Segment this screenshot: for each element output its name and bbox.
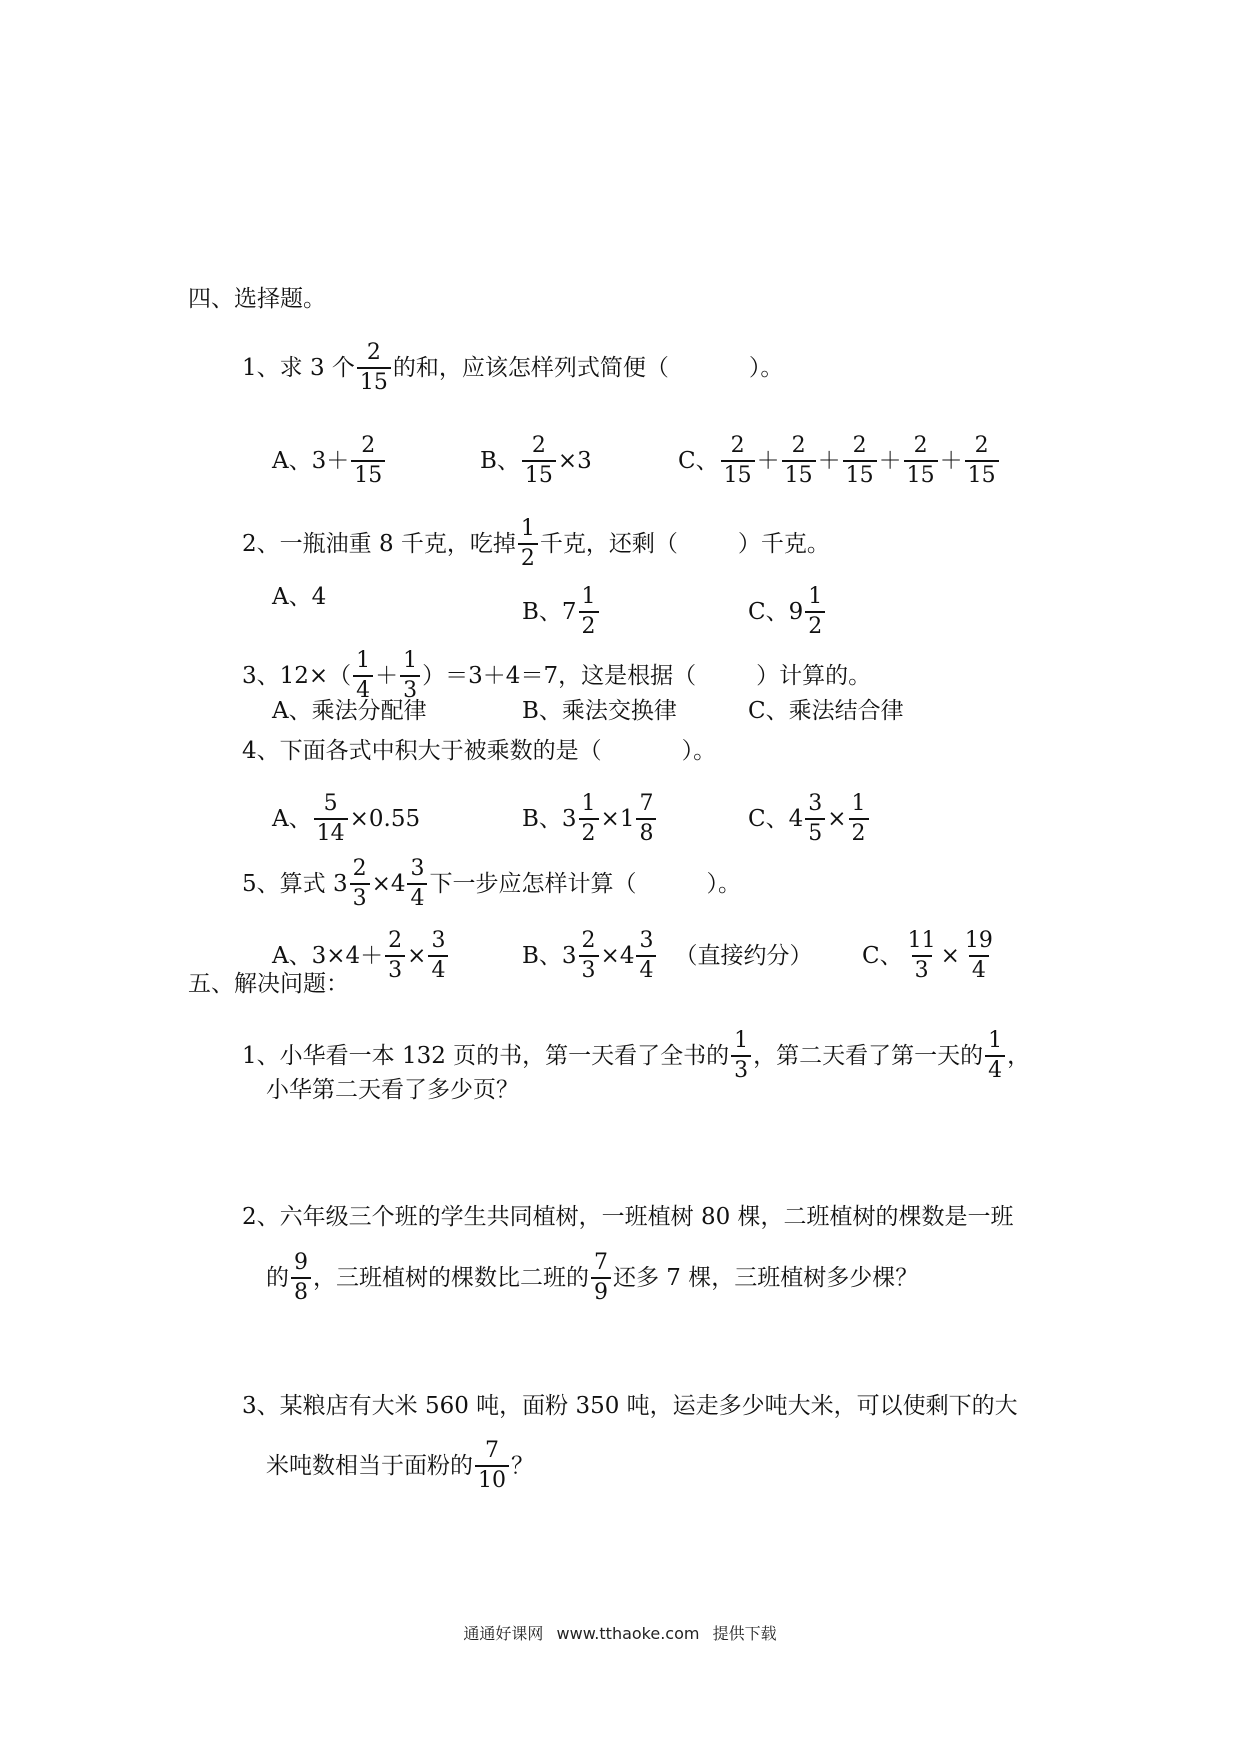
question-4-1 <box>242 342 783 394</box>
fraction: $\frac{2}{15}$ <box>721 435 755 487</box>
fraction: $\frac{1}{4}$ <box>353 650 373 702</box>
q3-option-b: B、乘法交换律 <box>522 698 677 724</box>
problem-5-3-line-1: 3、某粮店有大米 560 吨，面粉 350 吨，运走多少吨大米，可以使剩下的大 <box>242 1393 1018 1419</box>
fraction: $\frac{7}{9}$ <box>591 1252 611 1304</box>
fraction: $\frac{1}{2}$ <box>579 586 599 638</box>
fraction: $\frac{3}{4}$ <box>407 858 427 910</box>
fraction: $\frac{1}{2}$ <box>579 793 599 845</box>
fraction: $\frac{1}{4}$ <box>985 1030 1005 1082</box>
fraction: $\frac{19}{4}$ <box>964 928 993 983</box>
q1-suffix: 的和，应该怎样列式简便（ <box>392 354 669 381</box>
section-5-title: 五、解决问题： <box>188 971 349 997</box>
q2-option-c: C、9 $\frac{1}{2}$ <box>748 586 827 638</box>
q1-option-a: A、 3＋ $\frac{2}{15}$ <box>272 435 387 487</box>
question-4-2: 2、一瓶油重 8 千克，吃掉 $\frac{1}{2}$ 千克，还剩（ ）千克。 <box>242 516 830 571</box>
fraction: $\frac{1}{2}$ <box>849 793 869 845</box>
question-4-5: 5、算式 3 $\frac{2}{3}$ ×4 $\frac{3}{4}$ 下一步应怎样计算（ ）。 <box>242 856 741 911</box>
fraction: $\frac{7}{8}$ <box>636 793 656 845</box>
fraction: $\frac{1}{2}$ <box>518 518 538 570</box>
problem-5-2-line-1: 2、六年级三个班的学生共同植树，一班植树 80 棵，二班植树的棵数是一班 <box>242 1204 1014 1230</box>
fraction: $\frac{1}{3}$ <box>400 650 420 702</box>
fraction: $\frac{1}{3}$ <box>731 1030 751 1082</box>
problem-5-2-line-2: 的 $\frac{9}{8}$ ，三班植树的棵数比二班的 $\frac{7}{9}$ 还多 7 棵，三班植树多少棵？ <box>266 1250 919 1305</box>
fraction: $\frac{1}{2}$ <box>805 586 825 638</box>
fraction: $\frac{9}{8}$ <box>291 1252 311 1304</box>
footer-url[interactable]: www.tthaoke.com <box>556 1624 700 1643</box>
section-4-title: 四、选择题。 <box>188 286 326 312</box>
q4-option-b: B、3 $\frac{1}{2}$ ×1 $\frac{7}{8}$ <box>522 793 658 845</box>
fraction: $\frac{5}{14}$ <box>314 793 348 845</box>
q1-option-c: C、 $\frac{2}{15}$ ＋ $\frac{2}{15}$ ＋ $\frac{2}{15}$ ＋ $\frac{2}{15}$ ＋ $\frac{2}{15}$ <box>678 435 1001 487</box>
fraction: $\frac{2}{3}$ <box>350 858 370 910</box>
q1-option-b: B、 $\frac{2}{15}$ ×3 <box>480 433 592 488</box>
problem-5-1-line-1: 1、小华看一本 132 页的书，第一天看了全书的 $\frac{1}{3}$ ，第二天看了第一天的 $\frac{1}{4}$ ， <box>242 1028 1031 1083</box>
fraction: $\frac{2}{15}$ <box>965 435 999 487</box>
q5-option-a: A、3×4＋ $\frac{2}{3}$ × $\frac{3}{4}$ <box>272 930 450 982</box>
q4-option-c: C、4 $\frac{3}{5}$ × $\frac{1}{2}$ <box>748 793 871 845</box>
q4-option-a: A、 $\frac{5}{14}$ ×0.55 <box>272 791 421 846</box>
fraction: $\frac{7}{10}$ <box>475 1440 509 1492</box>
fraction: $\frac{3}{4}$ <box>428 930 448 982</box>
fraction: $\frac{2}{15}$ <box>357 342 391 394</box>
question-4-4: 4、下面各式中积大于被乘数的是（ ）。 <box>242 738 717 764</box>
q1-close: ）。 <box>748 354 784 381</box>
q3-option-c: C、乘法结合律 <box>748 698 904 724</box>
fraction: $\frac{2}{15}$ <box>904 435 938 487</box>
fraction: $\frac{3}{5}$ <box>805 793 825 845</box>
fraction: $\frac{2}{15}$ <box>782 435 816 487</box>
fraction: $\frac{2}{15}$ <box>843 435 877 487</box>
q3-option-a: A、乘法分配律 <box>272 698 427 724</box>
q2-option-a: A、4 <box>272 584 327 610</box>
q1-prefix: 1、求 3 个 <box>242 354 355 381</box>
fraction: $\frac{2}{15}$ <box>522 435 556 487</box>
q5-option-b: B、3 $\frac{2}{3}$ ×4 $\frac{3}{4}$ （直接约分） <box>522 928 813 983</box>
q5-option-c: C、 $\frac{11}{3}$ × $\frac{19}{4}$ <box>862 930 998 982</box>
fraction: $\frac{2}{15}$ <box>351 435 385 487</box>
problem-5-1-line-2: 小华第二天看了多少页？ <box>266 1077 519 1103</box>
footer-note: 提供下载 <box>712 1624 777 1643</box>
page-footer <box>0 1621 1240 1644</box>
fraction: $\frac{11}{3}$ <box>907 928 936 983</box>
question-4-3: 3、12×（ $\frac{1}{4}$ ＋ $\frac{1}{3}$ ）＝3＋4＝7，这是根据（ ）计算的。 <box>242 648 872 703</box>
fraction: $\frac{2}{3}$ <box>579 930 599 982</box>
fraction: $\frac{3}{4}$ <box>636 930 656 982</box>
problem-5-3-line-2: 米吨数相当于面粉的 $\frac{7}{10}$ ？ <box>266 1438 534 1493</box>
q2-option-b: B、7 $\frac{1}{2}$ <box>522 586 601 638</box>
fraction: $\frac{2}{3}$ <box>385 930 405 982</box>
footer-site: 通通好课网 <box>463 1624 544 1643</box>
